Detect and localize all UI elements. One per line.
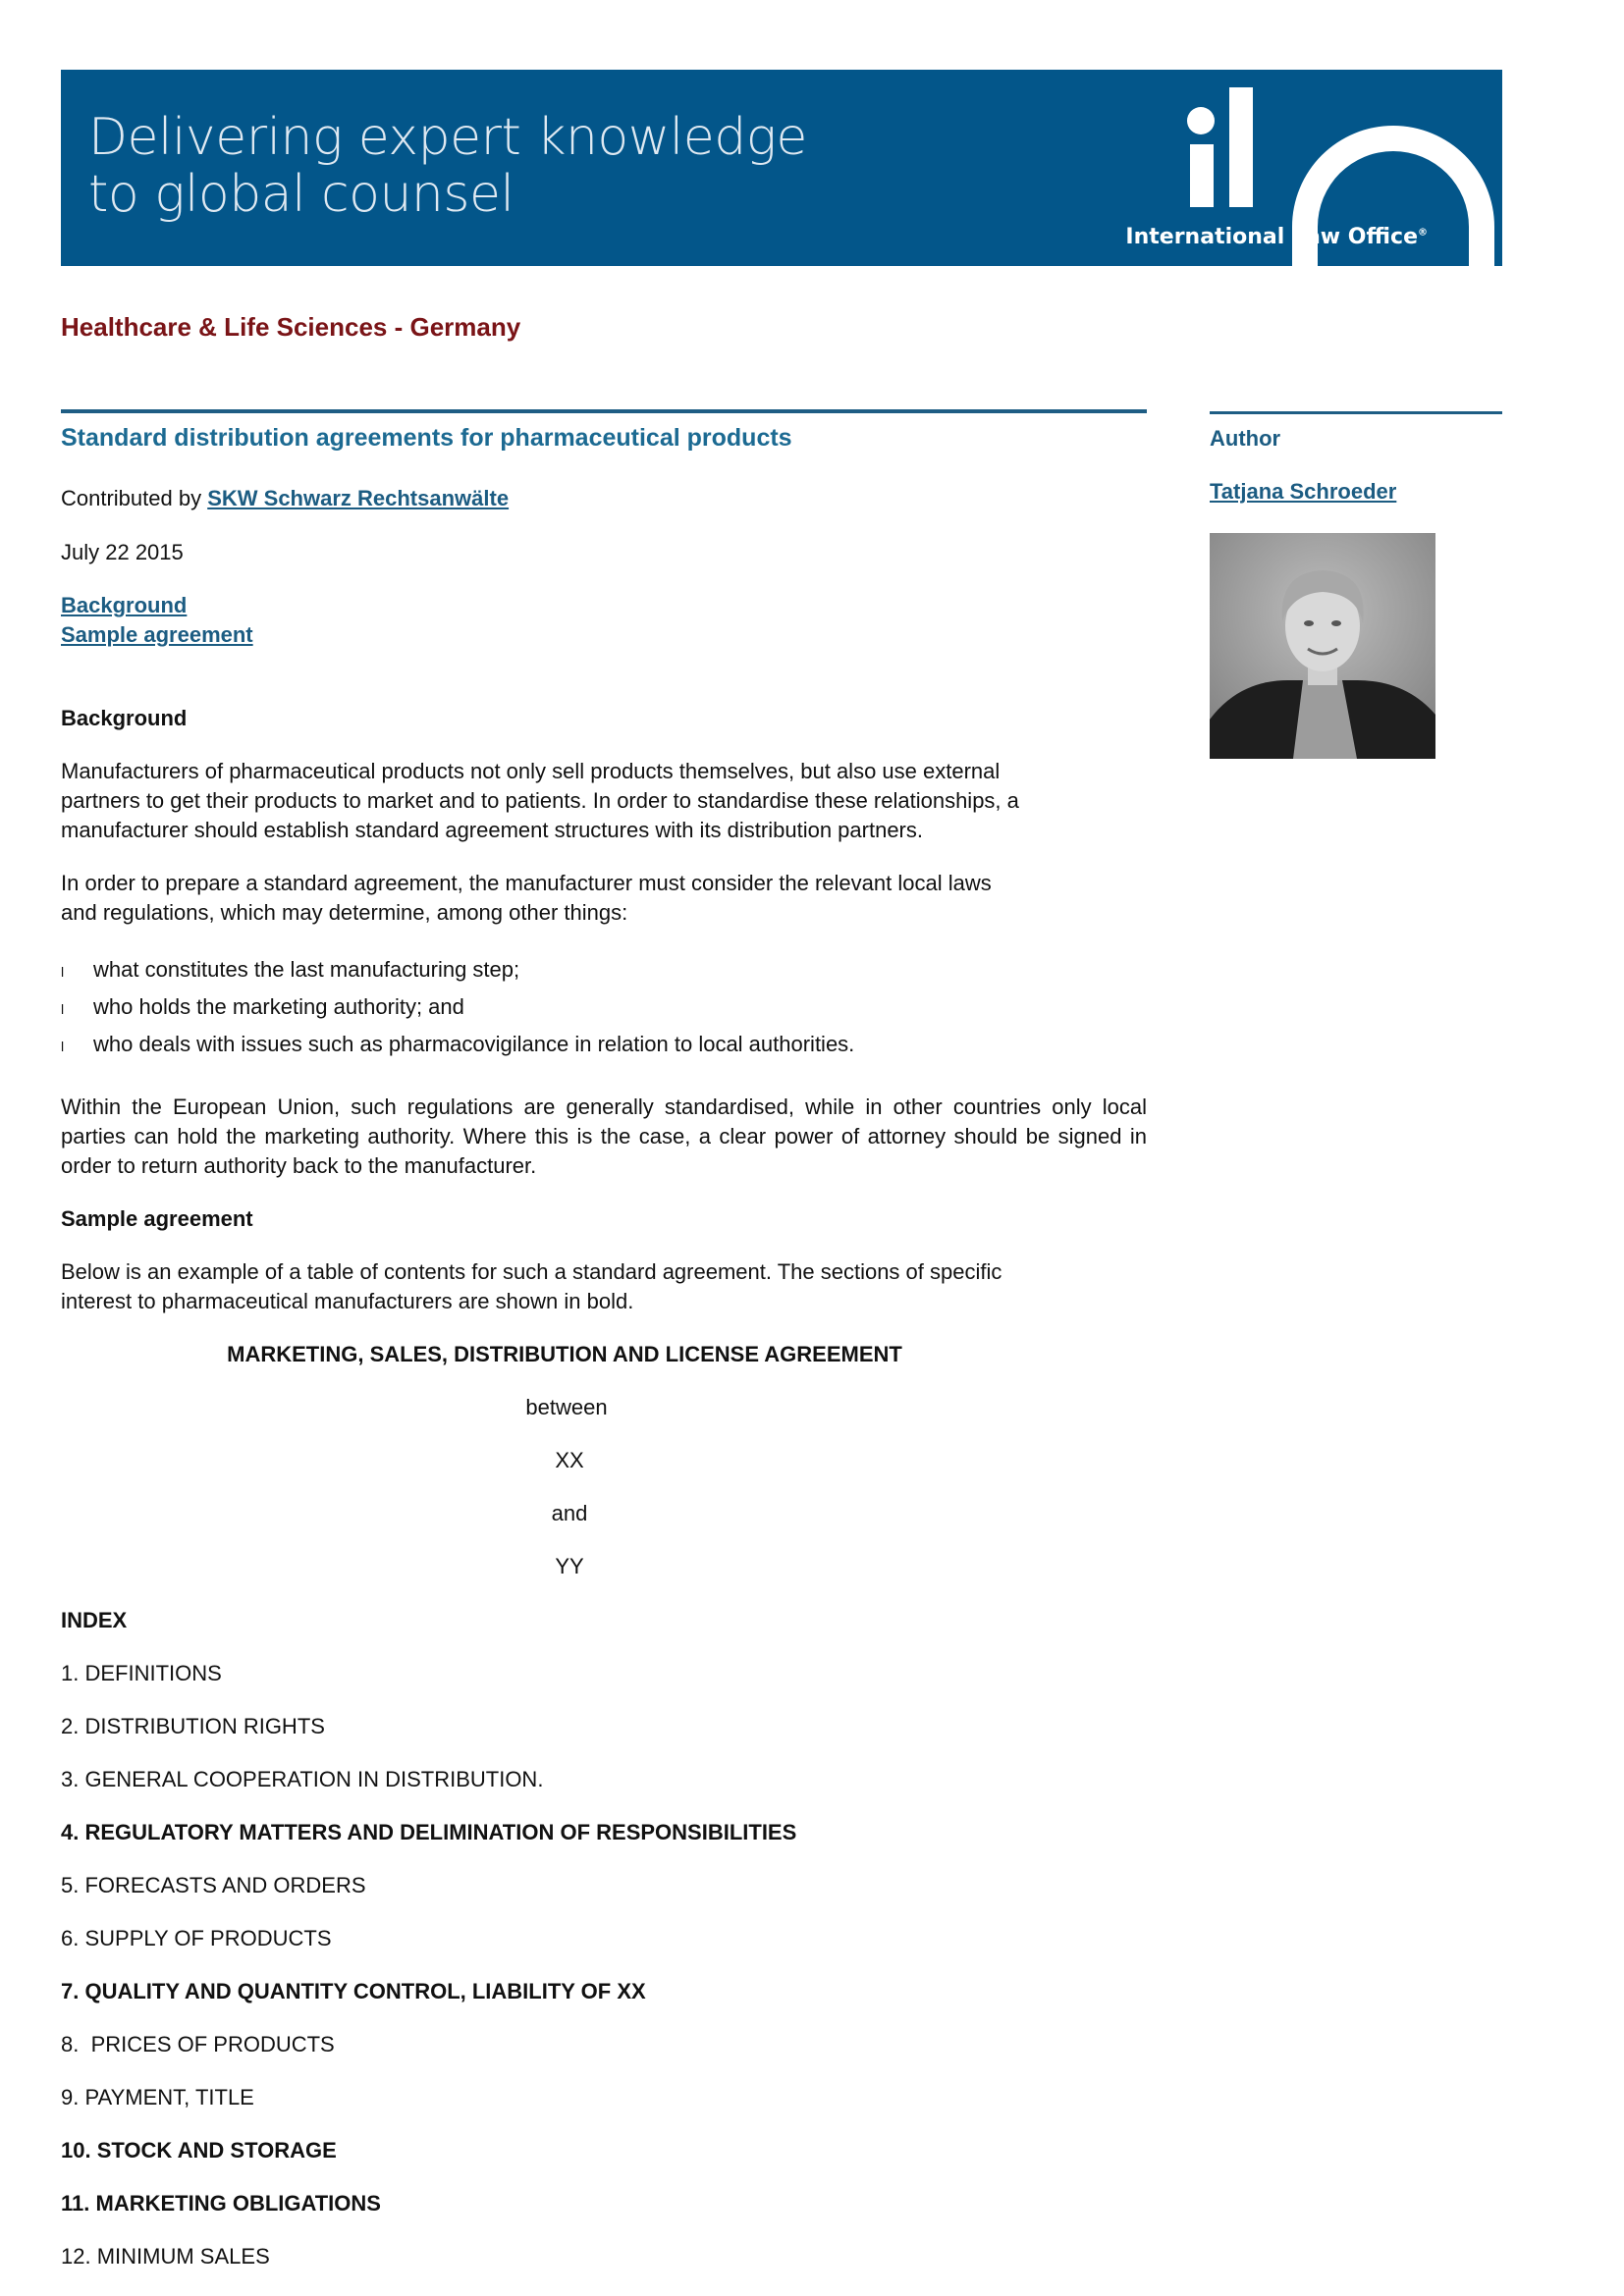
author-photo [1210,533,1435,759]
tagline-line-2: to global counsel [88,165,514,224]
bullet-mark: l [61,1001,65,1017]
toc-link-sample-agreement[interactable]: Sample agreement [61,622,253,647]
sidebar-divider [1210,411,1502,414]
bullet-item: who deals with issues such as pharmacovigilance in relation to local authorities. [93,1032,855,1056]
section-title: Healthcare & Life Sciences - Germany [61,312,521,342]
index-item: 1. DEFINITIONS [61,1661,222,1685]
tagline-line-1: Delivering expert knowledge [88,108,807,167]
agreement-party-1: XX [555,1448,584,1472]
contributor-link[interactable]: SKW Schwarz Rechtsanwälte [207,486,510,510]
article-date: July 22 2015 [61,540,184,564]
index-item: 12. MINIMUM SALES [61,2244,270,2269]
index-item: 3. GENERAL COOPERATION IN DISTRIBUTION. [61,1767,544,1791]
paragraph-eu-regulations: Within the European Union, such regulations are generally standardised, while in other countries only local parties can hold the marketing authority. Where this is the case, a clear power of attorney should be signed in order to return authority back to the manufacturer. [61,1095,1147,1178]
article-title: Standard distribution agreements for pharmaceutical products [61,424,792,452]
header-banner [61,70,1502,266]
sample-agreement-heading: Sample agreement [61,1206,253,1231]
index-heading: INDEX [61,1608,128,1632]
paragraph-line: interest to pharmaceutical manufacturers are shown in bold. [61,1289,634,1313]
index-item: 8. PRICES OF PRODUCTS [61,2032,335,2056]
paragraph-line: manufacturer should establish standard agreement structures with its distribution partners. [61,818,923,842]
author-portrait-icon [1210,533,1435,759]
logo-text: International Law Office® [1125,225,1428,249]
toc-link-background[interactable]: Background [61,593,188,617]
bullet-mark: l [61,1039,65,1054]
index-item: 2. DISTRIBUTION RIGHTS [61,1714,325,1738]
agreement-party-2: YY [555,1554,584,1578]
paragraph-line: partners to get their products to market and to patients. In order to standardise these relationships, a [61,788,1019,813]
author-label: Author [1210,426,1281,451]
index-item: 11. MARKETING OBLIGATIONS [61,2191,381,2216]
contributed-by: Contributed by SKW Schwarz Rechtsanwälte [61,486,510,510]
index-item: 10. STOCK AND STORAGE [61,2138,337,2163]
bullet-item: who holds the marketing authority; and [93,994,464,1019]
author-name-link[interactable]: Tatjana Schroeder [1210,479,1397,504]
paragraph-line: Manufacturers of pharmaceutical products not only sell products themselves, but also use external [61,759,1001,783]
index-item: 4. REGULATORY MATTERS AND DELIMINATION OF RESPONSIBILITIES [61,1820,797,1844]
agreement-title: MARKETING, SALES, DISTRIBUTION AND LICENSE AGREEMENT [227,1342,902,1366]
index-item: 9. PAYMENT, TITLE [61,2085,254,2109]
paragraph-line: and regulations, which may determine, among other things: [61,900,628,925]
agreement-and: and [551,1501,588,1525]
agreement-between: between [525,1395,608,1419]
bullet-mark: l [61,964,65,980]
index-item: 6. SUPPLY OF PRODUCTS [61,1926,332,1950]
index-item: 7. QUALITY AND QUANTITY CONTROL, LIABILITY OF XX [61,1979,646,2003]
bullet-item: what constitutes the last manufacturing step; [93,957,520,982]
background-heading: Background [61,706,188,730]
index-item: 5. FORECASTS AND ORDERS [61,1873,366,1897]
paragraph-line: In order to prepare a standard agreement, the manufacturer must consider the relevant local laws [61,871,992,895]
article-divider [61,409,1147,413]
tagline [88,109,807,223]
paragraph-line: Below is an example of a table of contents for such a standard agreement. The sections of specific [61,1259,1002,1284]
